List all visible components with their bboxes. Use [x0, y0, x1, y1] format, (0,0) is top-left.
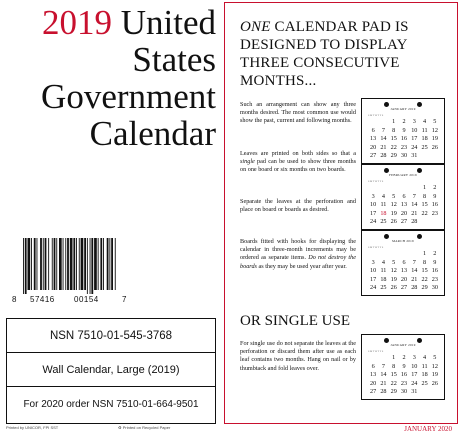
paragraph-boards-em: Do not destroy the boards — [240, 254, 356, 270]
mini-calendar-day: 17 — [411, 371, 418, 379]
mini-calendar-day: 5 — [392, 258, 396, 266]
mini-calendar-day: 5 — [392, 192, 396, 200]
mini-calendar-day: 1 — [392, 118, 396, 125]
mini-calendar-day — [399, 250, 409, 259]
mini-calendar-day: 31 — [411, 388, 418, 396]
mini-calendar-day — [430, 388, 440, 397]
product-info-box — [6, 318, 216, 424]
mini-calendar-day — [378, 354, 388, 363]
mini-calendar-day: 15 — [390, 371, 397, 379]
mini-calendar-day: 4 — [423, 118, 427, 125]
single-use-heading: OR SINGLE USE — [240, 313, 351, 329]
mini-calendar-day: 2 — [433, 250, 437, 257]
barcode-bar — [54, 238, 56, 290]
mini-calendar-day: 3 — [371, 192, 375, 200]
mini-calendar-day: 12 — [431, 362, 438, 370]
mini-calendar-day: 9 — [402, 362, 406, 370]
paragraph-single-use: For single use do not separate the leaves at the perforation or discard them after use as each leaf contains two months. Hang on nail or by thumbtack and fold leaves over. — [240, 340, 356, 372]
barcode-bar — [63, 238, 64, 290]
mini-calendar-day — [368, 118, 378, 127]
barcode-bar — [28, 238, 31, 290]
mini-calendar-day: 8 — [392, 126, 396, 134]
mini-calendar-day: 15 — [390, 135, 397, 143]
mini-calendar-day: 6 — [402, 258, 406, 266]
mini-calendar-day — [409, 184, 419, 193]
barcode-bar — [56, 238, 57, 290]
mini-calendar-day: 20 — [400, 209, 408, 217]
mini-calendar-day — [419, 388, 429, 397]
paragraph-boards-b: as they may be used year after year. — [256, 262, 347, 270]
title-line-4: Calendar — [89, 114, 216, 153]
barcode-bar — [73, 238, 75, 290]
paragraph-leaves — [240, 150, 356, 175]
barcode-bar — [90, 238, 91, 294]
recycled-note — [118, 425, 170, 430]
mini-calendar-day: 4 — [381, 192, 385, 200]
mini-calendar-weekdays: S M T W T F S — [368, 114, 384, 117]
mini-calendar-day: 9 — [433, 192, 437, 200]
mini-calendar-day — [419, 152, 429, 161]
mini-calendar-day: 13 — [400, 201, 408, 209]
barcode-bar — [23, 238, 24, 294]
paragraph-separate: Separate the leaves at the perforation and place on board or boards as desired. — [240, 198, 356, 214]
title-year: 2019 — [41, 3, 112, 42]
mini-calendar-day: 9 — [433, 258, 437, 266]
mini-calendar-day: 30 — [400, 388, 408, 396]
barcode-bar — [45, 238, 47, 290]
barcode-bar — [48, 238, 49, 290]
barcode-bar — [87, 238, 88, 294]
mini-calendar-day: 21 — [380, 379, 387, 387]
mini-calendar-day: 11 — [380, 201, 387, 209]
mini-calendar-day: 10 — [411, 362, 418, 370]
barcode-bar — [43, 238, 44, 290]
nsn-label: NSN 7510-01-545-3768 — [7, 319, 215, 353]
mini-calendar-month: JANUARY 2019 — [390, 107, 416, 111]
mini-calendar-day: 13 — [370, 371, 377, 379]
title-line-1: United — [120, 3, 216, 42]
mini-calendar-day — [430, 218, 440, 227]
mini-calendar-day — [399, 184, 409, 193]
mini-calendar-day: 12 — [431, 126, 438, 134]
mini-calendar-day: 8 — [423, 258, 427, 266]
mini-calendar-day: 22 — [421, 209, 428, 217]
paragraph-boards — [240, 238, 356, 271]
barcode-bar — [40, 238, 42, 290]
title-line-3: Government — [41, 77, 216, 116]
mini-calendar-day: 26 — [431, 379, 438, 387]
mini-calendar-day: 25 — [421, 379, 428, 387]
instructions-panel — [224, 0, 460, 435]
barcode-bar — [79, 238, 80, 290]
mini-calendar-day: 27 — [400, 284, 408, 292]
headline-line-3: THREE CONSECUTIVE — [240, 55, 400, 71]
barcode — [12, 238, 130, 308]
mini-calendar-day: 7 — [381, 126, 385, 134]
mini-calendar-day: 2 — [402, 354, 406, 361]
mini-calendar-day: 16 — [400, 135, 408, 143]
barcode-bar — [94, 238, 97, 290]
mini-calendar-day — [409, 250, 419, 259]
mini-calendar-weekdays: S M T W T F S — [368, 350, 384, 353]
mini-calendar-day: 25 — [380, 284, 387, 292]
mini-calendar-day: 20 — [370, 379, 377, 387]
mini-calendar-day: 3 — [412, 118, 416, 125]
mini-calendar-day: 3 — [412, 354, 416, 361]
mini-calendar-day: 20 — [400, 275, 408, 283]
barcode-digit-lead: 8 — [12, 295, 17, 304]
mini-calendar-day: 18 — [421, 371, 428, 379]
mini-calendar-day: 17 — [411, 135, 418, 143]
barcode-bar — [52, 238, 53, 290]
mini-calendar-day: 10 — [411, 126, 418, 134]
mini-calendar-day: 18 — [421, 135, 428, 143]
mini-calendar-day: 1 — [423, 250, 427, 257]
mini-calendar-day: 24 — [411, 143, 418, 151]
mini-calendar-day: 22 — [421, 275, 428, 283]
mini-calendar-day: 2 — [433, 184, 437, 191]
headline-emphasis: ONE — [240, 19, 271, 35]
mini-calendar-day: 14 — [380, 371, 387, 379]
mini-calendar-day: 5 — [433, 118, 437, 125]
mini-calendar-day: 28 — [380, 388, 387, 396]
mini-calendar-day: 16 — [431, 267, 438, 275]
mini-calendar-day — [368, 184, 378, 193]
paragraph-boards-a: Boards fitted with hooks for displaying the calendar in three-month increments may be ordered as separate items. — [240, 238, 356, 262]
mini-calendar-day: 17 — [370, 275, 377, 283]
headline — [240, 18, 450, 90]
mini-calendar-january — [361, 98, 445, 164]
reorder-note: For 2020 order NSN 7510-01-664-9501 — [23, 399, 199, 410]
barcode-bar — [76, 238, 77, 290]
barcode-bar — [81, 238, 84, 290]
mini-calendar-day: 13 — [400, 267, 408, 275]
barcode-bar — [109, 238, 110, 290]
mini-calendar-day — [368, 250, 378, 259]
mini-calendar-day: 15 — [421, 267, 428, 275]
barcode-bar — [65, 238, 66, 290]
mini-calendar-day: 14 — [411, 267, 418, 275]
paragraph-arrangement: Such an arrangement can show any three months desired. The most common use would show the past, current and following months. — [240, 101, 356, 125]
paragraph-leaves-em: single — [240, 158, 255, 166]
mini-calendar-day: 27 — [400, 218, 408, 226]
mini-calendar-day: 19 — [431, 135, 438, 143]
mini-calendar-grid — [368, 250, 440, 293]
mini-calendar-day: 25 — [380, 218, 387, 226]
mini-calendar-day: 12 — [390, 267, 397, 275]
mini-calendar-day: 26 — [390, 284, 397, 292]
mini-calendar-day — [378, 118, 388, 127]
mini-calendar-day: 21 — [380, 143, 387, 151]
recycle-icon: ♻ — [118, 425, 122, 430]
mini-calendar-day: 16 — [431, 201, 438, 209]
barcode-bars — [22, 238, 118, 294]
mini-calendar-day: 15 — [421, 201, 428, 209]
barcode-bar — [111, 238, 113, 290]
mini-calendar-day: 1 — [423, 184, 427, 191]
barcode-digit-check: 7 — [122, 295, 127, 304]
mini-calendar-day: 28 — [380, 152, 387, 160]
mini-calendar-day: 12 — [390, 201, 397, 209]
mini-calendar-day: 2 — [402, 118, 406, 125]
barcode-bar — [84, 238, 86, 290]
barcode-bar — [100, 238, 102, 290]
mini-calendar-day: 18 — [380, 209, 387, 217]
mini-calendar-day: 11 — [380, 267, 387, 275]
mini-calendar-day: 25 — [421, 143, 428, 151]
mini-calendar-day: 30 — [400, 152, 408, 160]
mini-calendar-day: 28 — [411, 284, 418, 292]
mini-calendar-day: 24 — [411, 379, 418, 387]
barcode-digits-left: 57416 — [30, 295, 55, 304]
mini-calendar-day: 23 — [400, 143, 408, 151]
mini-calendar-day: 4 — [381, 258, 385, 266]
mini-calendar-day: 29 — [421, 284, 428, 292]
barcode-bar — [91, 238, 93, 294]
headline-line-2: DESIGNED TO DISPLAY — [240, 37, 408, 53]
mini-calendar-day: 14 — [411, 201, 418, 209]
barcode-bar — [98, 238, 99, 290]
mini-calendar-day — [368, 354, 378, 363]
mini-calendar-day: 6 — [371, 126, 375, 134]
mini-calendar-day: 27 — [370, 388, 377, 396]
mini-calendar-day: 17 — [370, 209, 377, 217]
footer-month: JANUARY 2020 — [404, 425, 452, 433]
mini-calendar-day: 28 — [411, 218, 418, 226]
mini-calendar-day: 23 — [431, 209, 438, 217]
mini-calendar-day: 24 — [370, 284, 377, 292]
mini-calendar-day: 4 — [423, 354, 427, 361]
mini-calendar-grid — [368, 118, 440, 161]
mini-calendar-day: 19 — [390, 209, 397, 217]
mini-calendar-month: FEBRUARY 2019 — [389, 173, 417, 177]
calendar-title — [10, 4, 216, 152]
mini-calendar-day: 29 — [390, 152, 397, 160]
mini-calendar-weekdays: S M T W T F S — [368, 180, 384, 183]
mini-calendar-day: 24 — [370, 218, 377, 226]
mini-calendar-day: 30 — [431, 284, 438, 292]
barcode-bar — [67, 238, 69, 290]
barcode-bar — [70, 238, 73, 290]
mini-calendar-day: 19 — [390, 275, 397, 283]
mini-calendar-day: 22 — [390, 143, 397, 151]
mini-calendar-day: 23 — [400, 379, 408, 387]
mini-calendar-day: 26 — [390, 218, 397, 226]
mini-calendar-grid — [368, 184, 440, 227]
barcode-bar — [25, 238, 27, 294]
mini-calendar-day: 9 — [402, 126, 406, 134]
mini-calendar-day — [430, 152, 440, 161]
mini-calendar-month: MARCH 2019 — [392, 239, 414, 243]
mini-calendar-day: 11 — [421, 362, 428, 370]
mini-calendar-day — [419, 218, 429, 227]
mini-calendar-day: 31 — [411, 152, 418, 160]
barcode-bar — [59, 238, 62, 290]
headline-line-4: MONTHS... — [240, 73, 317, 89]
mini-calendar-day: 21 — [411, 209, 418, 217]
barcode-bar — [34, 238, 36, 290]
title-line-2: States — [132, 40, 216, 79]
mini-calendar-day: 29 — [390, 388, 397, 396]
mini-calendar-day: 8 — [392, 362, 396, 370]
mini-calendar-day: 13 — [370, 135, 377, 143]
mini-calendar-day: 6 — [371, 362, 375, 370]
mini-calendar-day: 10 — [370, 267, 377, 275]
mini-calendar-weekdays: S M T W T F S — [368, 246, 384, 249]
mini-calendar-day: 22 — [390, 379, 397, 387]
mini-calendar-day: 7 — [412, 258, 416, 266]
headline-line-1: CALENDAR PAD IS — [270, 19, 409, 35]
product-name: Wall Calendar, Large (2019) — [7, 353, 215, 387]
mini-calendar-day — [389, 184, 399, 193]
barcode-bar — [115, 238, 116, 290]
printer-credit: Printed by UNICOR, FPI SST — [6, 425, 59, 430]
mini-calendar-day: 1 — [392, 354, 396, 361]
mini-calendar-month: JANUARY 2019 — [390, 343, 416, 347]
mini-calendar-day: 23 — [431, 275, 438, 283]
mini-calendar-day: 16 — [400, 371, 408, 379]
mini-calendar-day: 20 — [370, 143, 377, 151]
mini-calendar-day — [389, 250, 399, 259]
mini-calendar-day: 19 — [431, 371, 438, 379]
mini-calendar-day: 26 — [431, 143, 438, 151]
mini-calendar-day: 27 — [370, 152, 377, 160]
barcode-bar — [37, 238, 38, 290]
paragraph-leaves-a: Leaves are printed on both sides so that a — [240, 150, 356, 157]
barcode-bar — [103, 238, 104, 290]
mini-calendar-day: 6 — [402, 192, 406, 200]
mini-calendar-march — [361, 230, 445, 296]
mini-calendar-february — [361, 164, 445, 230]
barcode-digits-right: 00154 — [74, 295, 99, 304]
mini-calendar-day: 10 — [370, 201, 377, 209]
mini-calendar-grid — [368, 354, 440, 397]
mini-calendar-day: 11 — [421, 126, 428, 134]
mini-calendar-day: 8 — [423, 192, 427, 200]
paragraph-leaves-b: pad can be used to show three months on one board or six months on two boards. — [240, 158, 356, 174]
mini-calendar-day: 5 — [433, 354, 437, 361]
recycled-text: Printed on Recycled Paper — [122, 425, 171, 430]
cover-panel — [0, 0, 222, 435]
mini-calendar-day: 7 — [381, 362, 385, 370]
mini-calendar-day — [378, 250, 388, 259]
barcode-bar — [107, 238, 109, 290]
mini-calendar-day: 18 — [380, 275, 387, 283]
mini-calendar-day: 14 — [380, 135, 387, 143]
mini-calendar-day: 21 — [411, 275, 418, 283]
mini-calendar-day: 7 — [412, 192, 416, 200]
mini-calendar-single-january — [361, 334, 445, 400]
mini-calendar-day: 3 — [371, 258, 375, 266]
mini-calendar-day — [378, 184, 388, 193]
barcode-bar — [31, 238, 32, 290]
